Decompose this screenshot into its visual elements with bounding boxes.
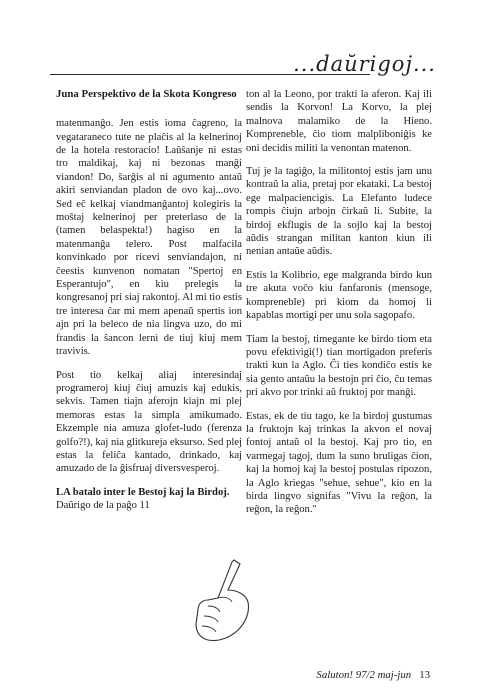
right-paragraph-4: Tiam la bestoj, timegante ke birdo tiom eta povu efektivigi(!) tian mortigadon preferis trakti kun la Aglo. Ĉi ties kondiĉo estis ke sia gento antaŭu la bestojn pri ĉio, ĉu temas pri akvo por trinki aŭ fruktoj por manĝi. xyxy=(246,333,432,399)
running-head: ...daŭrigoj... xyxy=(293,52,436,76)
pointing-hand-icon xyxy=(188,556,256,648)
page-footer xyxy=(316,669,430,681)
right-paragraph-2: Tuj je la tagiĝo, la militontoj estis jam unu kontraŭ la alia, pretaj por ekataki. La bestoj ege malpaciencigis. La Elefanto ludece rompis ĉiujn arbojn ĉirkaŭ li. Subite, la birdoj ekflugis de la sojlo kaj la bestoj aŭdis strangan militan kanton kiun ili nenian antaŭe aŭdis. xyxy=(246,166,432,258)
article-title: Juna Perspektivo de la Skota Kongreso xyxy=(56,88,237,100)
continuation-reference: Daŭrigo de la paĝo 11 xyxy=(56,500,150,512)
right-paragraph-3: Estis la Kolibrio, ege malgranda birdo kun tre akuta voĉo kiu fanfaronis (mensoge, kompreneble) pri kiom da homoj li kapablas mortigi per unu sola sagopafo. xyxy=(246,269,432,322)
left-column xyxy=(56,88,242,523)
left-paragraph-1: matenmanĝo. Jen estis ioma ĉagreno, la vegataraneco tute ne plaĉis al la kelnerinoj de la hotela restoracio! Laŭŝanje ni estas tro maldikaj, kaj ni bezonas manĝi viandon! Do, ŝarĝis al ni agumento antaŭ akiri senviandan pladon de ovo kaj...ovo. Sed eĉ kelkaj viandmanĝantoj kolegiris la moŝtaj kelnerinoj per preterlaso de la (tamen belaspekta!) hagiso en la matenmanĝa telero. Post malfacila konvinkado por ricevi senviandajon, ni ĉeestis kunvenon nomatan "Spertoj en Esperantujo", en kiu prelegis la kongresanoj pri siaj rakontoj. Al mi tio estis tre interesa ĉar mi mem apenaŭ spertis ion ajn pri la beleco de nia lingva uzo, do mi frandis la ŝancon lerni de tiuj kiuj mem travivis. xyxy=(56,118,242,358)
right-column xyxy=(246,88,432,527)
right-paragraph-1: ton al la Leono, por trakti la aferon. Kaj ili sendis la Korvon! La Korvo, la plej malnova malamiko de la Hieno. Kompreneble, ĉio tiom malpliboniĝis ke oni decidis militi la venontan matenon. xyxy=(246,89,432,154)
right-paragraph-5: Estas, ek de tiu tago, ke la birdoj gustumas la fruktojn kaj trinkas la akvon el novaj fontoj antaŭ ol la bestoj. Kaj pro tio, en varmegaj tagoj, dum la suno bruligas ĉion, kaj la homoj kaj la bestoj postulas ripozon, la Aglo kriegas "sehue, sehue", kio en la birda lingvo signifas "Vivu la reĝon, la reĝon, la reĝon." xyxy=(246,410,432,516)
page-number: 13 xyxy=(419,669,430,681)
left-paragraph-2: Post tio kelkaj aliaj interesindaj programeroj kiuj ĉiuj amuzis kaj edukis, sekvis. Tamen tiajn aferojn kiajn mi plej memoras estas la simpla amikumado. Ekzemple nia amuza glofet-ludo (ferenza golfo?!), kaj nia glitkureja eksurso. Sed plej estas la feliĉa kantado, drinkado, kaj amuzado de la ĝisfruaj diversvesperoj. xyxy=(56,369,242,475)
issue-label: Saluton! 97/2 maj-jun xyxy=(316,669,412,681)
continuation-title: LA batalo inter le Bestoj kaj la Birdoj. xyxy=(56,486,230,498)
